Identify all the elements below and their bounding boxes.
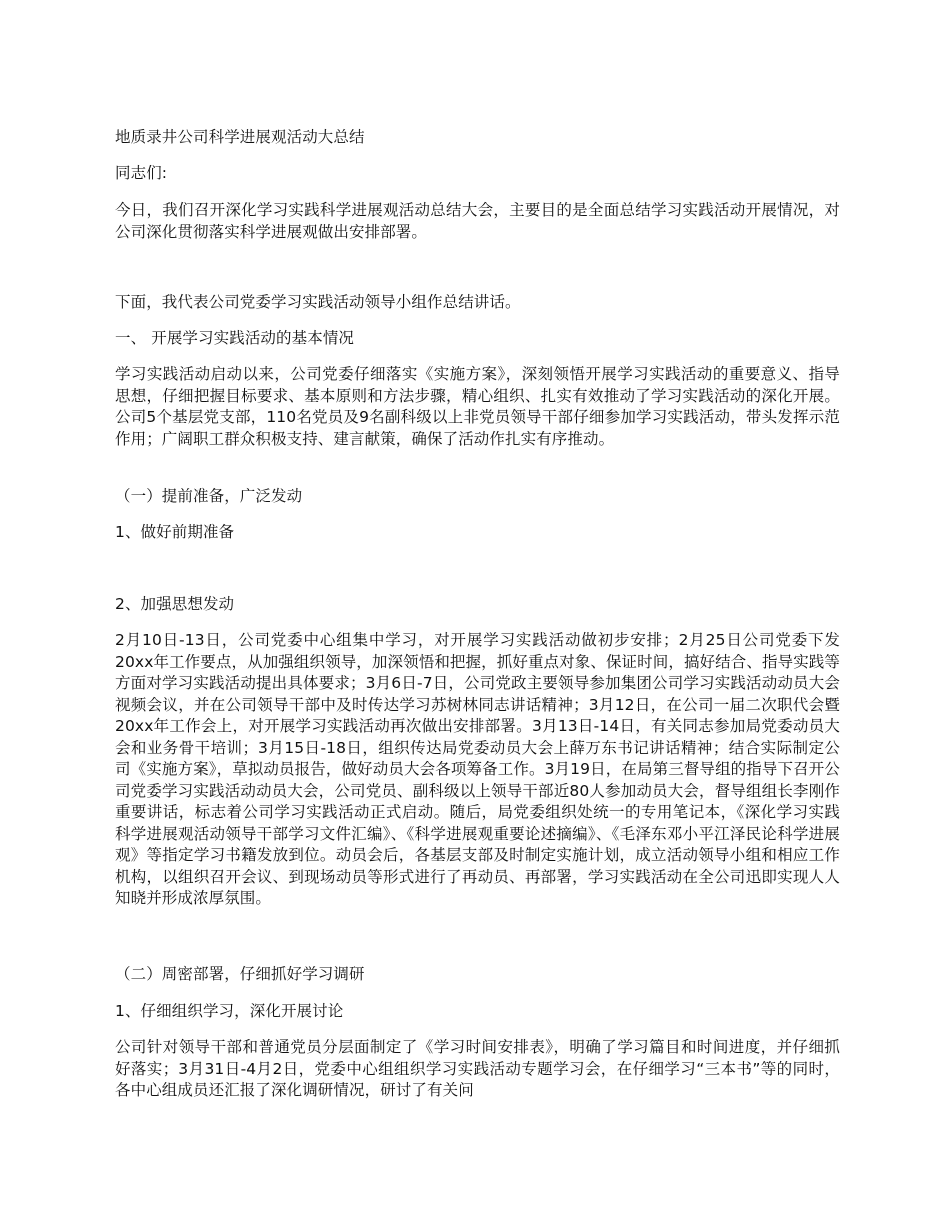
item3-heading: 1、仔细组织学习，深化开展讨论	[115, 1002, 344, 1020]
item1-heading: 1、做好前期准备	[115, 523, 235, 541]
section1-paragraph: 学习实践活动启动以来，公司党委仔细落实《实施方案》，深刻领悟开展学习实践活动的重要意义、指导思想，仔细把握目标要求、基本原则和方法步骤，精心组织、扎实有效推动了学习实践活动的深化开展。公司5个基层党支部，110名党员及9名副科级以上非党员领导干部仔细参加学习实践活动，带头发挥示范作用；广阔职工群众积极支持、建言献策，确保了活动作扎实有序推动。	[115, 365, 840, 448]
item3-paragraph: 公司针对领导干部和普通党员分层面制定了《学习时间安排表》，明确了学习篇目和时间进度，并仔细抓好落实；3月31日-4月2日，党委中心组组织学习实践活动专题学习会，在仔细学习“三本书”等的同时，各中心组成员还汇报了深化调研情况，研讨了有关问	[115, 1038, 840, 1099]
transition-paragraph: 下面，我代表公司党委学习实践活动领导小组作总结讲话。	[115, 293, 521, 311]
document-title: 地质录井公司科学进展观活动大总结	[115, 128, 365, 146]
item2-heading: 2、加强思想发动	[115, 595, 235, 613]
intro-paragraph: 今日，我们召开深化学习实践科学进展观活动总结大会，主要目的是全面总结学习实践活动开展情况，对公司深化贯彻落实科学进展观做出安排部署。	[115, 201, 840, 241]
subsection2-heading: （二）周密部署，仔细抓好学习调研	[115, 965, 365, 983]
salutation: 同志们:	[115, 164, 168, 182]
item2-paragraph: 2月10日-13日，公司党委中心组集中学习，对开展学习实践活动做初步安排；2月25日公司党委下发20xx年工作要点，从加强组织领导，加深领悟和把握，抓好重点对象、保证时间，搞好结合、指导实践等方面对学习实践活动提出具体要求；3月6日-7日，公司党政主要领导参加集团公司学习实践活动动员大会视频会议，并在公司领导干部中及时传达学习苏树林同志讲话精神；3月12日，在公司一届二次职代会暨20xx年工作会上，对开展学习实践活动再次做出安排部署。3月13日-14日，有关同志参加局党委动员大会和业务骨干培训；3月15日-18日，组织传达局党委动员大会上薛万东书记讲话精神；结合实际制定公司《实施方案》，草拟动员报告，做好动员大会各项筹备工作。3月19日，在局第三督导组的指导下召开公司党委学习实践活动动员大会，公司党员、副科级以上领导干部近80人参加动员大会，督导组组长李刚作重要讲话，标志着公司学习实践活动正式启动。随后，局党委组织处统一的专用笔记本，《深化学习实践科学进展观活动领导干部学习文件汇编》、《科学进展观重要论述摘编》、《毛泽东邓小平江泽民论科学进展观》等指定学习书籍发放到位。动员会后，各基层支部及时制定实施计划，成立活动领导小组和相应工作机构，以组织召开会议、到现场动员等形式进行了再动员、再部署，学习实践活动在全公司迅即实现人人知晓并形成浓厚氛围。	[115, 631, 840, 907]
subsection1-heading: （一）提前准备，广泛发动	[115, 487, 303, 505]
section1-heading: 一、 开展学习实践活动的基本情况	[115, 329, 355, 347]
